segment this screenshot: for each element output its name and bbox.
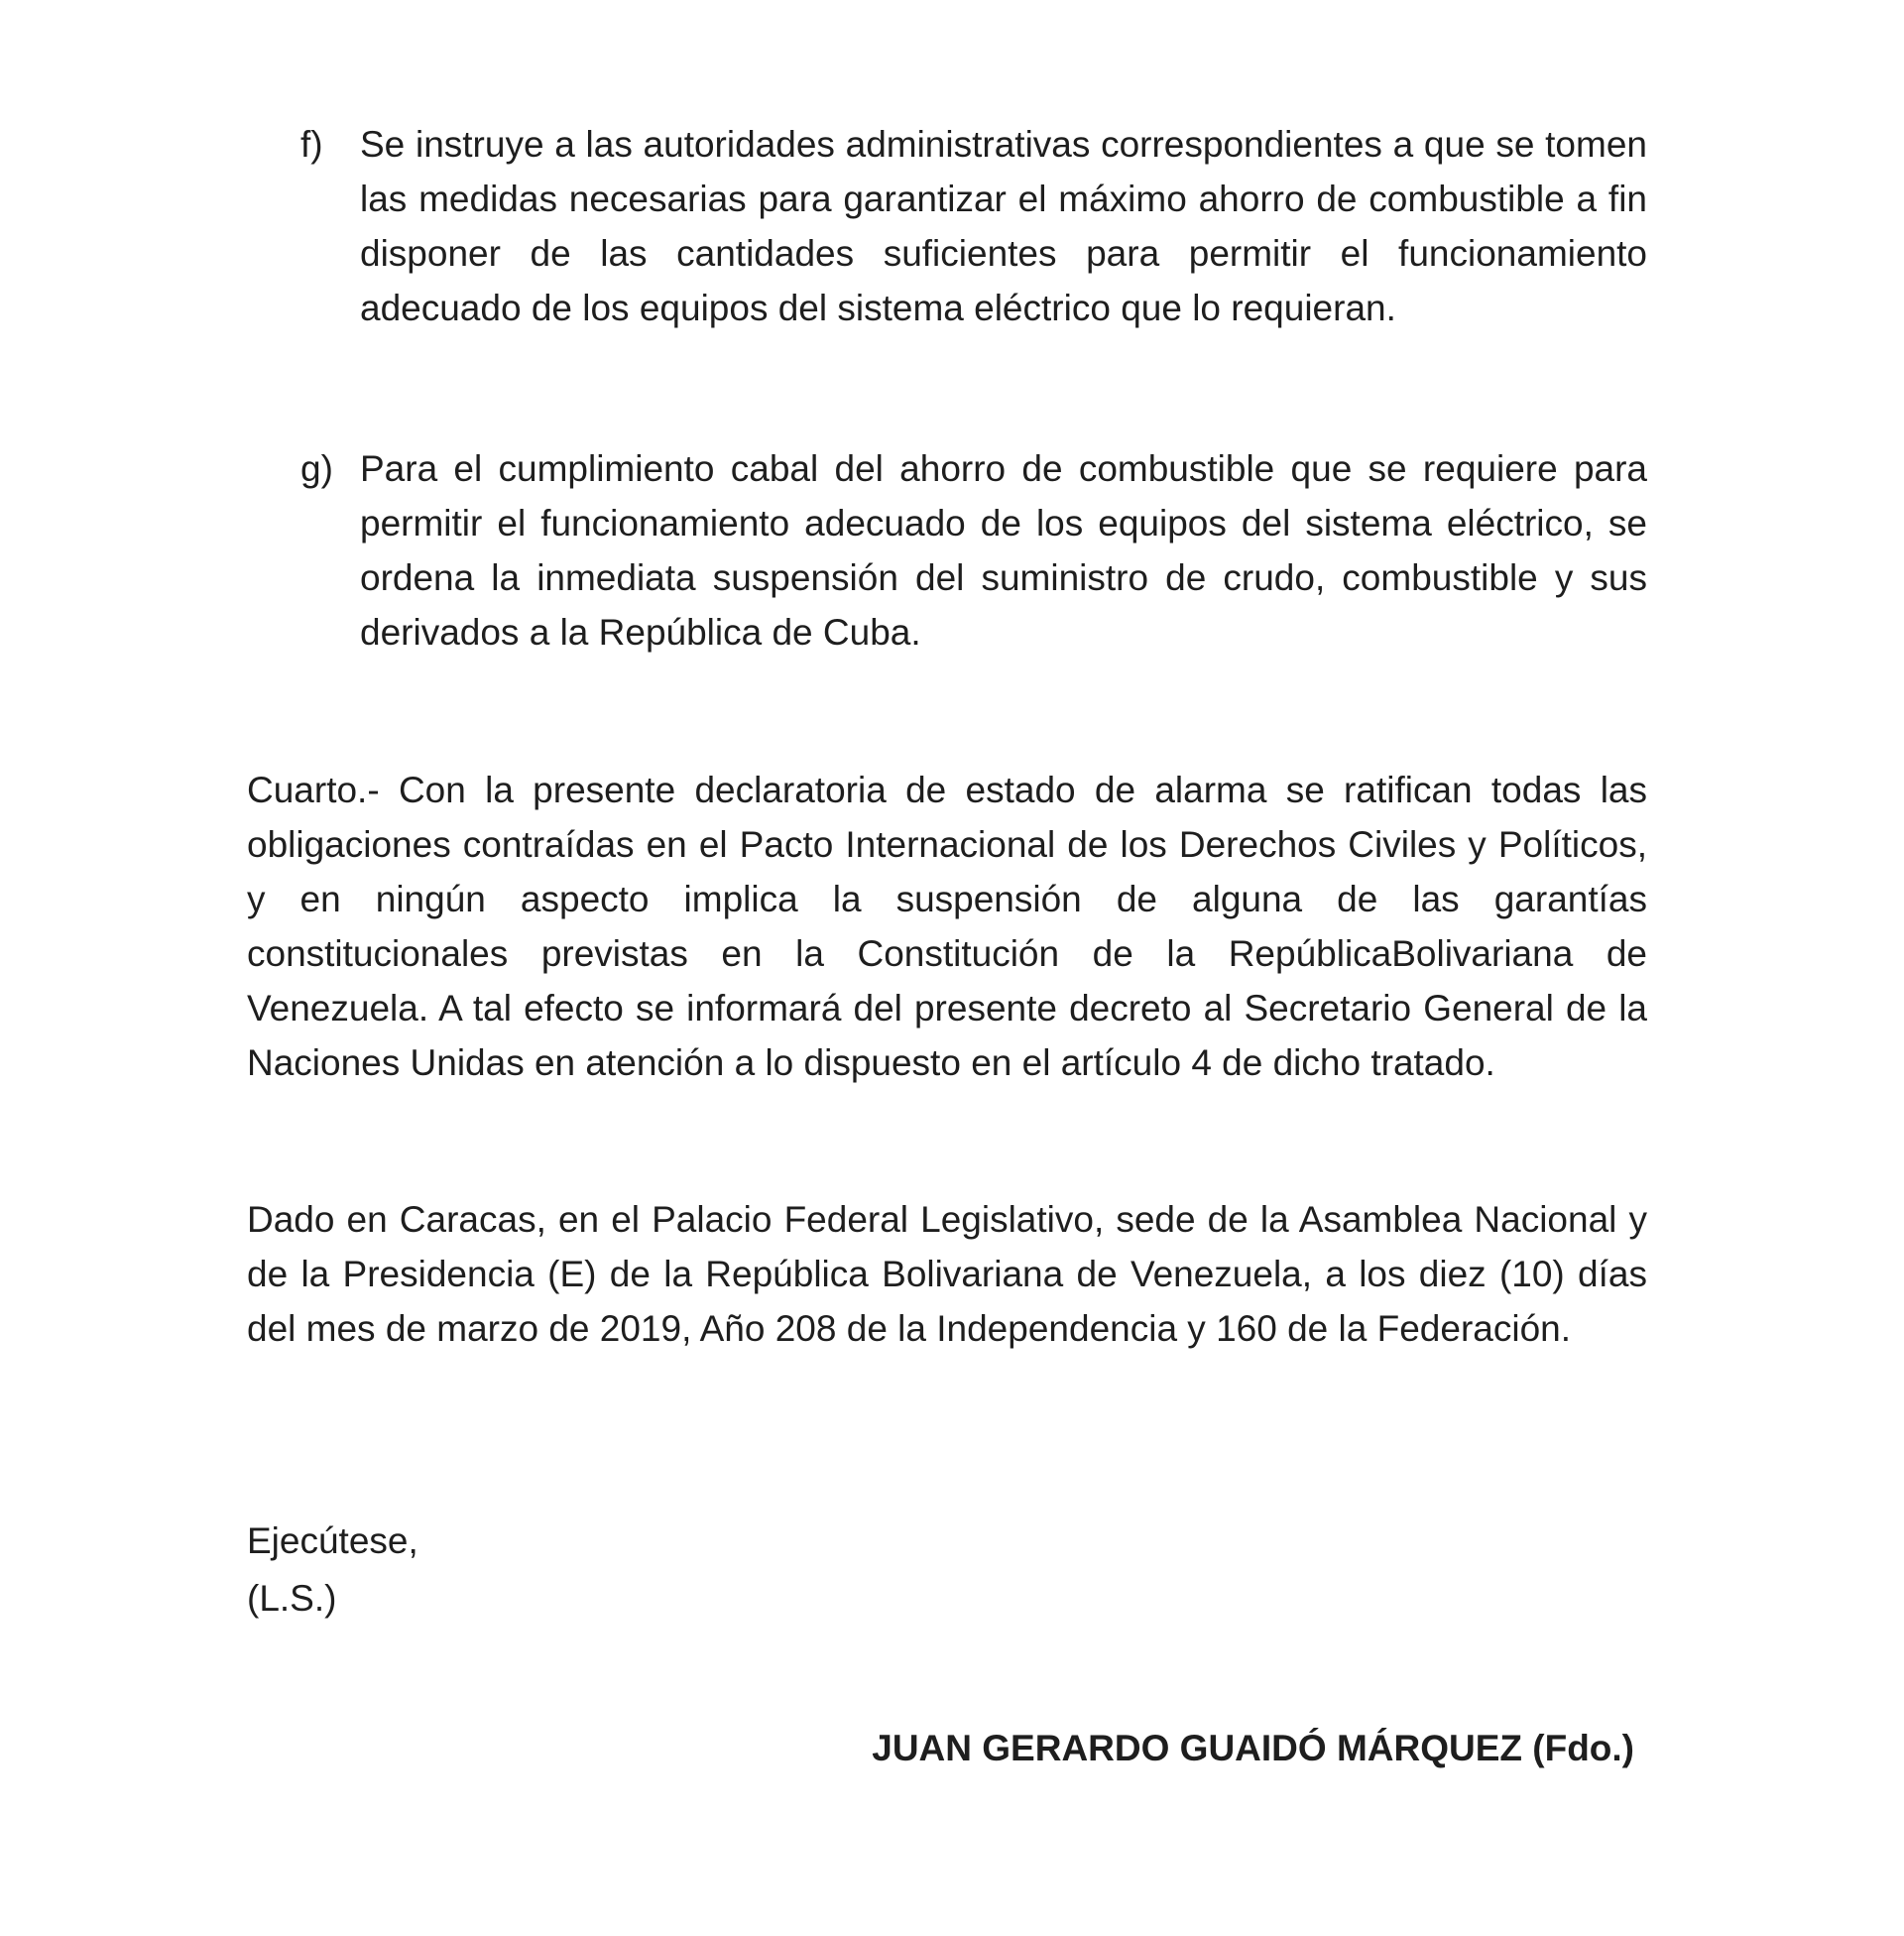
list-marker: g) xyxy=(300,448,333,489)
paragraph-cuarto: Cuarto.- Con la presente declaratoria de estado de alarma se ratifican todas las obligaciones contraídas en el Pacto Internacional de los Derechos Civiles y Políticos, y en ningún aspecto implica la suspensión de alguna de las garantías constitucionales previstas en la Constitución de la RepúblicaBolivariana de Venezuela. A tal efecto se informará del presente decreto al Secretario General de la Naciones Unidas en atención a lo dispuesto en el artículo 4 de dicho tratado. xyxy=(247,770,1647,1083)
list-item-text: Se instruye a las autoridades administrativas correspondientes a que se tomen las medidas necesarias para garantizar el máximo ahorro de combustible a fin disponer de las cantidades suficientes para permitir el funcionamiento adecuado de los equipos del sistema eléctrico que lo requieran. xyxy=(360,124,1647,328)
paragraph-dado: Dado en Caracas, en el Palacio Federal Legislativo, sede de la Asamblea Nacional y de la Presidencia (E) de la República Bolivariana de Venezuela, a los diez (10) días del mes de marzo de 2019, Año 208 de la Independencia y 160 de la Federación. xyxy=(247,1199,1647,1349)
signature-name: JUAN GERARDO GUAIDÓ MÁRQUEZ (Fdo.) xyxy=(872,1728,1634,1768)
list-item-f xyxy=(300,117,1647,335)
list-item-g xyxy=(300,441,1647,660)
closing-ejecutese: Ejecútese, xyxy=(247,1520,418,1561)
closing-ls: (L.S.) xyxy=(247,1578,337,1619)
list-marker: f) xyxy=(300,124,323,165)
list-item-text: Para el cumplimiento cabal del ahorro de combustible que se requiere para permitir el funcionamiento adecuado de los equipos del sistema eléctrico, se ordena la inmediata suspensión del suministro de crudo, combustible y sus derivados a la República de Cuba. xyxy=(360,448,1647,653)
